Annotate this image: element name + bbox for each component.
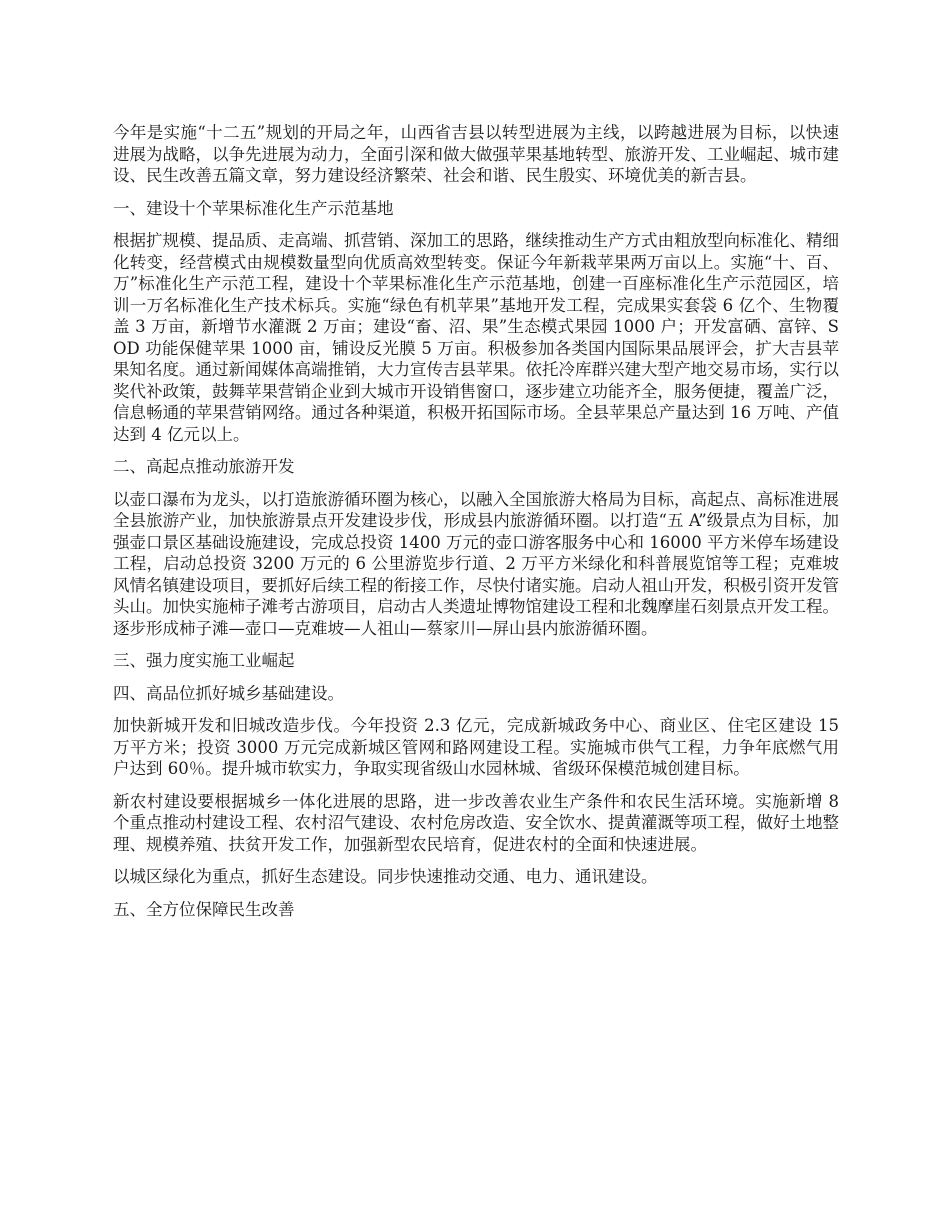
greening-paragraph: 以城区绿化为重点，抓好生态建设。同步快速推动交通、电力、通讯建设。 — [113, 867, 658, 886]
section-heading-tourism: 二、高起点推动旅游开发 — [113, 457, 295, 476]
apple-base-paragraph: 根据扩规模、提品质、走高端、抓营销、深加工的思路，继续推动生产方式由粗放型向标准化、精细化转变，经营模式由规模数量型向优质高效型转变。保证今年新栽苹果两万亩以上。实施“十、百、万”标准化生产示范工程，建设十个苹果标准化生产示范基地，创建一百座标准化生产示范园区，培训一万名标准化生产技术标兵。实施“绿色有机苹果”基地开发工程，完成果实套袋 6 亿个、生物覆盖 3 万亩，新增节水灌溉 2 万亩；建设“畜、沼、果”生态模式果园 1000 户；开发富硒、富锌、SOD 功能保健苹果 1000 亩，铺设反光膜 5 万亩。积极参加各类国内国际果品展评会，扩大吉县苹果知名度。通过新闻媒体高端推销，大力宣传吉县苹果。依托冷库群兴建大型产地交易市场，实行以奖代补政策，鼓舞苹果营销企业到大城市开设销售窗口，逐步建立功能齐全，服务便捷，覆盖广泛，信息畅通的苹果营销网络。通过各种渠道，积极开拓国际市场。全县苹果总产量达到 16 万吨、产值达到 4 亿元以上。 — [113, 231, 839, 444]
intro-paragraph: 今年是实施“十二五”规划的开局之年，山西省吉县以转型进展为主线，以跨越进展为目标，以快速进展为战略，以争先进展为动力，全面引深和做大做强苹果基地转型、旅游开发、工业崛起、城市建设、民生改善五篇文章，努力建设经济繁荣、社会和谐、民生殷实、环境优美的新吉县。 — [113, 123, 839, 185]
section-heading-apple-base: 一、建设十个苹果标准化生产示范基地 — [113, 198, 394, 218]
new-countryside-paragraph: 新农村建设要根据城乡一体化进展的思路，进一步改善农业生产条件和农民生活环境。实施新增 8 个重点推动村建设工程、农村沼气建设、农村危房改造、安全饮水、提黄灌溉等项工程，做好土地整理、规模养殖、扶贫开发工作，加强新型农民培育，促进农村的全面和快速进展。 — [113, 791, 839, 854]
new-city-paragraph: 加快新城开发和旧城改造步伐。今年投资 2.3 亿元，完成新城政务中心、商业区、住宅区建设 15 万平方米；投资 3000 万元完成新城区管网和路网建设工程。实施城市供气工程，力争年底燃气用户达到 60％。提升城市软实力，争取实现省级山水园林城、省级环保模范城创建目标。 — [113, 716, 839, 778]
document-page — [113, 122, 839, 931]
section-heading-industry: 三、强力度实施工业崛起 — [113, 651, 295, 670]
tourism-paragraph: 以壶口瀑布为龙头，以打造旅游循环圈为核心，以融入全国旅游大格局为目标，高起点、高标准进展全县旅游产业，加快旅游景点开发建设步伐，形成县内旅游循环圈。以打造“五 A”级景点为目标，加强壶口景区基础设施建设，完成总投资 1400 万元的壶口游客服务中心和 16000 平方米停车场建设工程，启动总投资 3200 万元的 6 公里游览步行道、2 万平方米绿化和科普展览馆等工程；克难坡风情名镇建设项目，要抓好后续工程的衔接工作，尽快付诸实施。启动人祖山开发，积极引资开发管头山。加快实施柿子滩考古游项目，启动古人类遗址博物馆建设工程和北魏摩崖石刻景点开发工程。逐步形成柿子滩—壶口—克难坡—人祖山—蔡家川—屏山县内旅游循环圈。 — [113, 489, 839, 638]
section-heading-livelihood: 五、全方位保障民生改善 — [113, 899, 295, 919]
section-heading-infrastructure: 四、高品位抓好城乡基础建设。 — [113, 683, 344, 703]
